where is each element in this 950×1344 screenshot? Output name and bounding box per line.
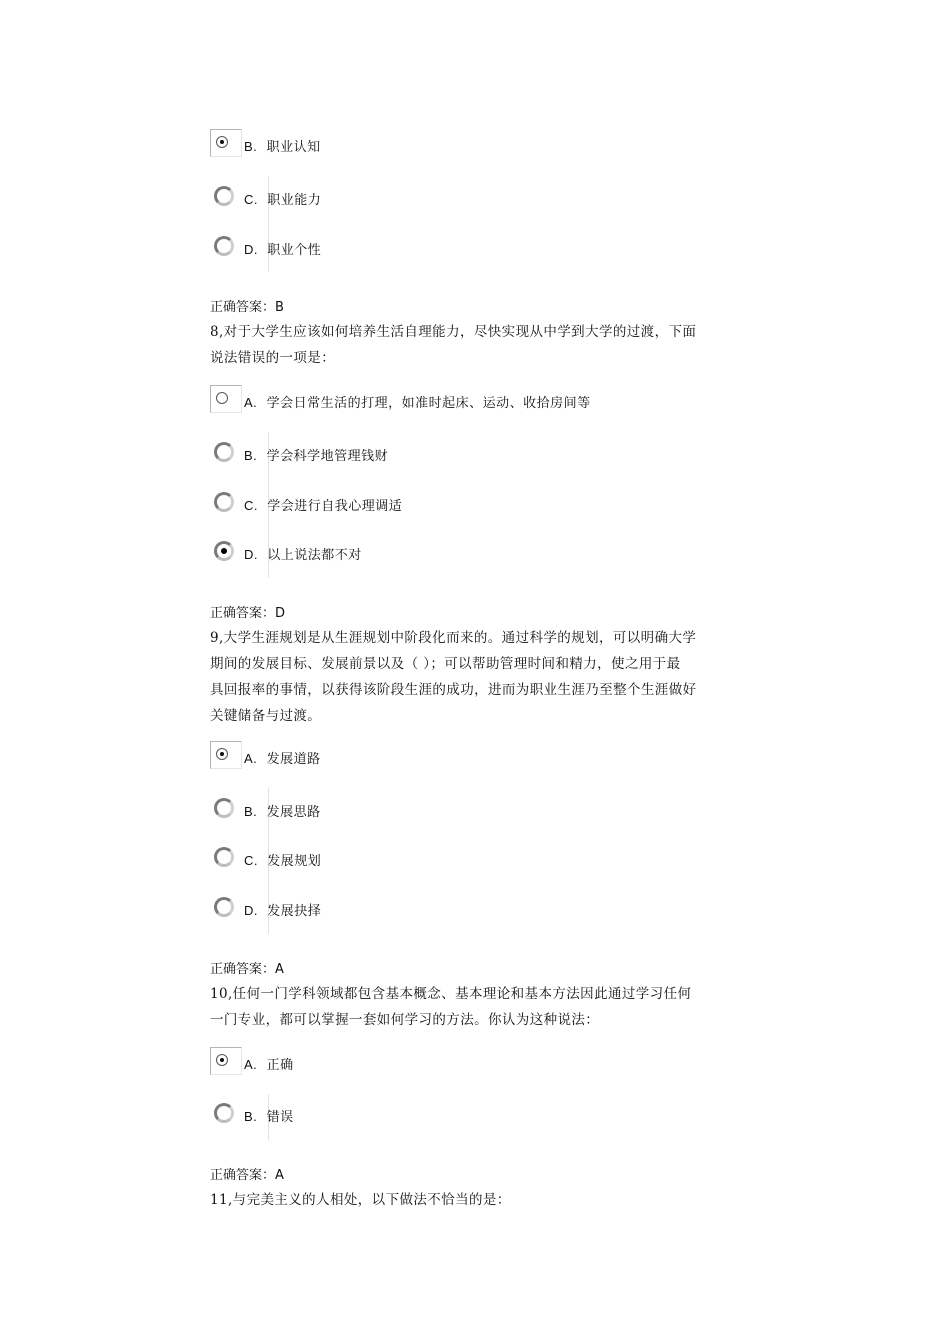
q7-correct-answer: 正确答案：B — [210, 300, 284, 315]
question-line: 10,任何一门学科领域都包含基本概念、基本理论和基本方法因此通过学习任何 — [210, 986, 692, 1002]
q10-option-a[interactable] — [210, 1045, 294, 1081]
option-letter: D. — [244, 902, 258, 918]
radio-button-selected[interactable] — [210, 741, 242, 769]
option-letter: C. — [244, 497, 258, 513]
radio-button-selected[interactable] — [214, 541, 234, 561]
option-text: 职业认知 — [266, 139, 321, 155]
q11-question — [210, 1187, 770, 1213]
radio-button-selected[interactable] — [210, 129, 242, 157]
radio-button[interactable] — [214, 442, 234, 462]
radio-button[interactable] — [214, 492, 234, 512]
option-letter: B. — [244, 803, 258, 819]
q9-option-a[interactable] — [210, 739, 321, 775]
option-text: 发展抉择 — [267, 903, 322, 919]
radio-button[interactable] — [214, 897, 234, 917]
q7-option-d[interactable] — [210, 230, 321, 266]
option-text: 正确 — [266, 1057, 294, 1073]
option-letter: C. — [244, 852, 258, 868]
option-letter: B. — [244, 447, 258, 463]
option-letter: A. — [244, 394, 258, 410]
option-text: 职业个性 — [267, 242, 322, 258]
radio-button[interactable] — [214, 186, 234, 206]
radio-button[interactable] — [214, 1103, 234, 1123]
radio-button-selected[interactable] — [210, 1047, 242, 1075]
radio-button[interactable] — [214, 847, 234, 867]
option-text: 发展思路 — [266, 804, 321, 820]
radio-button[interactable] — [214, 236, 234, 256]
question-line: 具回报率的事情，以获得该阶段生涯的成功，进而为职业生涯乃至整个生涯做好 — [210, 682, 697, 698]
q8-option-d[interactable] — [210, 535, 362, 571]
q8-question — [210, 319, 770, 371]
q8-correct-answer: 正确答案：D — [210, 606, 286, 621]
option-letter: D. — [244, 241, 258, 257]
option-letter: B. — [244, 1108, 258, 1124]
q9-option-b[interactable] — [210, 792, 321, 828]
q7-option-b[interactable] — [210, 127, 321, 163]
option-text: 学会进行自我心理调适 — [267, 498, 403, 514]
option-letter: C. — [244, 191, 258, 207]
question-line: 关键储备与过渡。 — [210, 708, 322, 724]
option-letter: A. — [244, 750, 258, 766]
question-line: 期间的发展目标、发展前景以及（ ）；可以帮助管理时间和精力，使之用于最 — [210, 656, 681, 672]
option-text: 发展道路 — [266, 751, 321, 767]
question-line: 说法错误的一项是： — [210, 350, 336, 366]
option-text: 学会日常生活的打理，如准时起床、运动、收拾房间等 — [266, 395, 591, 411]
radio-button[interactable] — [210, 385, 242, 413]
q7-option-c[interactable] — [210, 180, 321, 216]
q9-option-c[interactable] — [210, 841, 321, 877]
q10-option-b[interactable] — [210, 1097, 294, 1133]
q10-correct-answer: 正确答案：A — [210, 1168, 284, 1183]
q9-correct-answer: 正确答案：A — [210, 962, 284, 977]
q9-option-d[interactable] — [210, 891, 321, 927]
question-line: 9,大学生涯规划是从生涯规划中阶段化而来的。通过科学的规划，可以明确大学 — [210, 630, 697, 646]
radio-button[interactable] — [214, 798, 234, 818]
option-text: 以上说法都不对 — [267, 547, 362, 563]
q8-option-b[interactable] — [210, 436, 388, 472]
question-line: 11,与完美主义的人相处，以下做法不恰当的是： — [210, 1192, 511, 1208]
option-letter: B. — [244, 138, 258, 154]
q8-option-a[interactable] — [210, 383, 591, 419]
option-text: 职业能力 — [267, 192, 322, 208]
q10-question — [210, 981, 770, 1033]
question-line: 8,对于大学生应该如何培养生活自理能力，尽快实现从中学到大学的过渡，下面 — [210, 324, 697, 340]
option-text: 发展规划 — [267, 853, 322, 869]
option-text: 错误 — [266, 1109, 294, 1125]
question-line: 一门专业，都可以掌握一套如何学习的方法。你认为这种说法： — [210, 1012, 600, 1028]
q9-question — [210, 625, 770, 729]
option-text: 学会科学地管理钱财 — [266, 448, 389, 464]
option-letter: A. — [244, 1056, 258, 1072]
q8-option-c[interactable] — [210, 486, 402, 522]
option-letter: D. — [244, 546, 258, 562]
